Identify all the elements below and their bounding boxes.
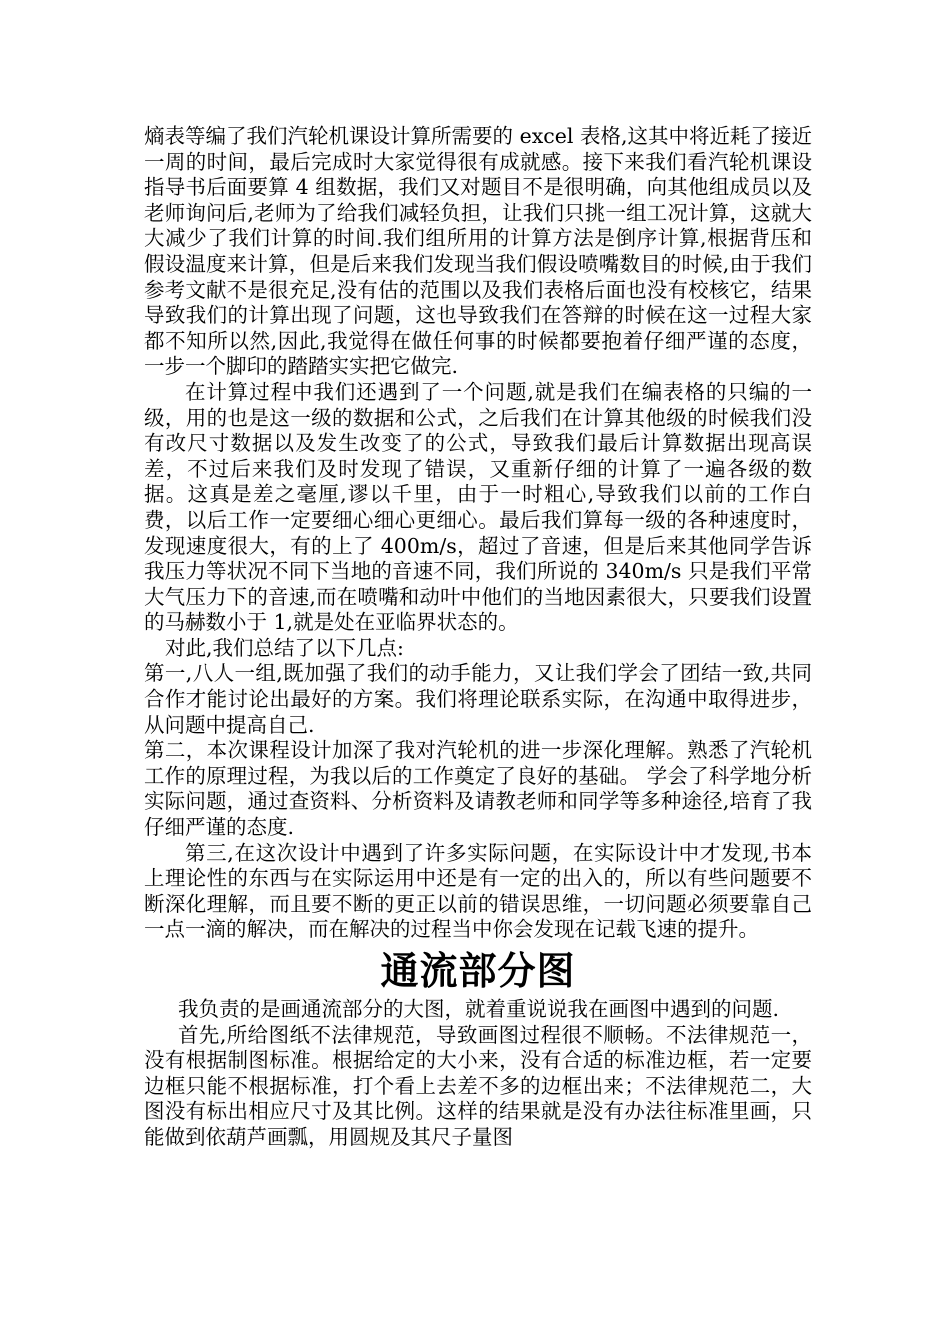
paragraph-point-two: 第二，本次课程设计加深了我对汽轮机的进一步深化理解。熟悉了汽轮机工作的原理过程，为我以后的工作奠定了良好的基础。 学会了科学地分析实际问题，通过查资料、分析资料及请教老师和同学等多种途径,培育了我仔细严谨的态度.	[144, 738, 812, 840]
paragraph-drawing-intro: 我负责的是画通流部分的大图，就着重说说我在画图中遇到的问题.	[178, 997, 780, 1021]
paragraph-calculation-process: 熵表等编了我们汽轮机课设计算所需要的 excel 表格,这其中将近耗了接近一周的时间，最后完成时大家觉得很有成就感。接下来我们看汽轮机课设指导书后面要算 4 组数据，我们又对题目不是很明确，向其他组成员以及老师询问后,老师为了给我们减轻负担，让我们只挑一组工况计算，这就大大减少了我们计算的时间.我们组所用的计算方法是倒序计算,根据背压和假设温度来计算，但是后来我们发现当我们假设喷嘴数目的时候,由于我们参考文献不是很充足,没有估的范围以及我们表格后面也没有校核它，结果导致我们的计算出现了问题，这也导致我们在答辩的时候在这一过程大家都不知所以然,因此,我觉得在做任何事的时候都要抱着仔细严谨的态度，一步一个脚印的踏踏实实把它做完.	[144, 124, 812, 379]
section-heading: 通流部分图	[380, 949, 576, 993]
document-page	[144, 124, 812, 1151]
paragraph-summary-intro: 对此,我们总结了以下几点:	[165, 635, 404, 660]
paragraph-calculation-errors: 在计算过程中我们还遇到了一个问题,就是我们在编表格的只编的一级，用的也是这一级的数据和公式，之后我们在计算其他级的时候我们没有改尺寸数据以及发生改变了的公式，导致我们最后计算数据出现高误差，不过后来我们及时发现了错误，又重新仔细的计算了一遍各级的数据。这真是差之毫厘,谬以千里，由于一时粗心,导致我们以前的工作白费，以后工作一定要细心细心更细心。最后我们算每一级的各种速度时，发现速度很大，有的上了 400m/s，超过了音速，但是后来其他同学告诉我压力等状况不同下当地的音速不同，我们所说的 340m/s 只是我们平常大气压力下的音速,而在喷嘴和动叶中他们的当地因素很大，只要我们设置的马赫数小于 1,就是处在亚临界状态的。	[144, 379, 812, 635]
paragraph-point-one: 第一,八人一组,既加强了我们的动手能力，又让我们学会了团结一致,共同合作才能讨论出最好的方案。我们将理论联系实际，在沟通中取得进步，从问题中提高自己.	[144, 661, 812, 737]
paragraph-drawing-issues: 首先,所给图纸不法律规范，导致画图过程很不顺畅。不法律规范一，没有根据制图标准。根据给定的大小来，没有合适的标准边框，若一定要边框只能不根据标准，打个看上去差不多的边框出来；不法律规范二，大图没有标出相应尺寸及其比例。这样的结果就是没有办法往标准里画，只能做到依葫芦画瓢，用圆规及其尺子量图	[144, 1022, 812, 1149]
paragraph-point-three: 第三,在这次设计中遇到了许多实际问题，在实际设计中才发现,书本上理论性的东西与在实际运用中还是有一定的出入的，所以有些问题要不断深化理解，而且要不断的更正以前的错误思维，一切问题必须要靠自己一点一滴的解决，而在解决的过程当中你会发现在记载飞速的提升。	[144, 840, 812, 942]
